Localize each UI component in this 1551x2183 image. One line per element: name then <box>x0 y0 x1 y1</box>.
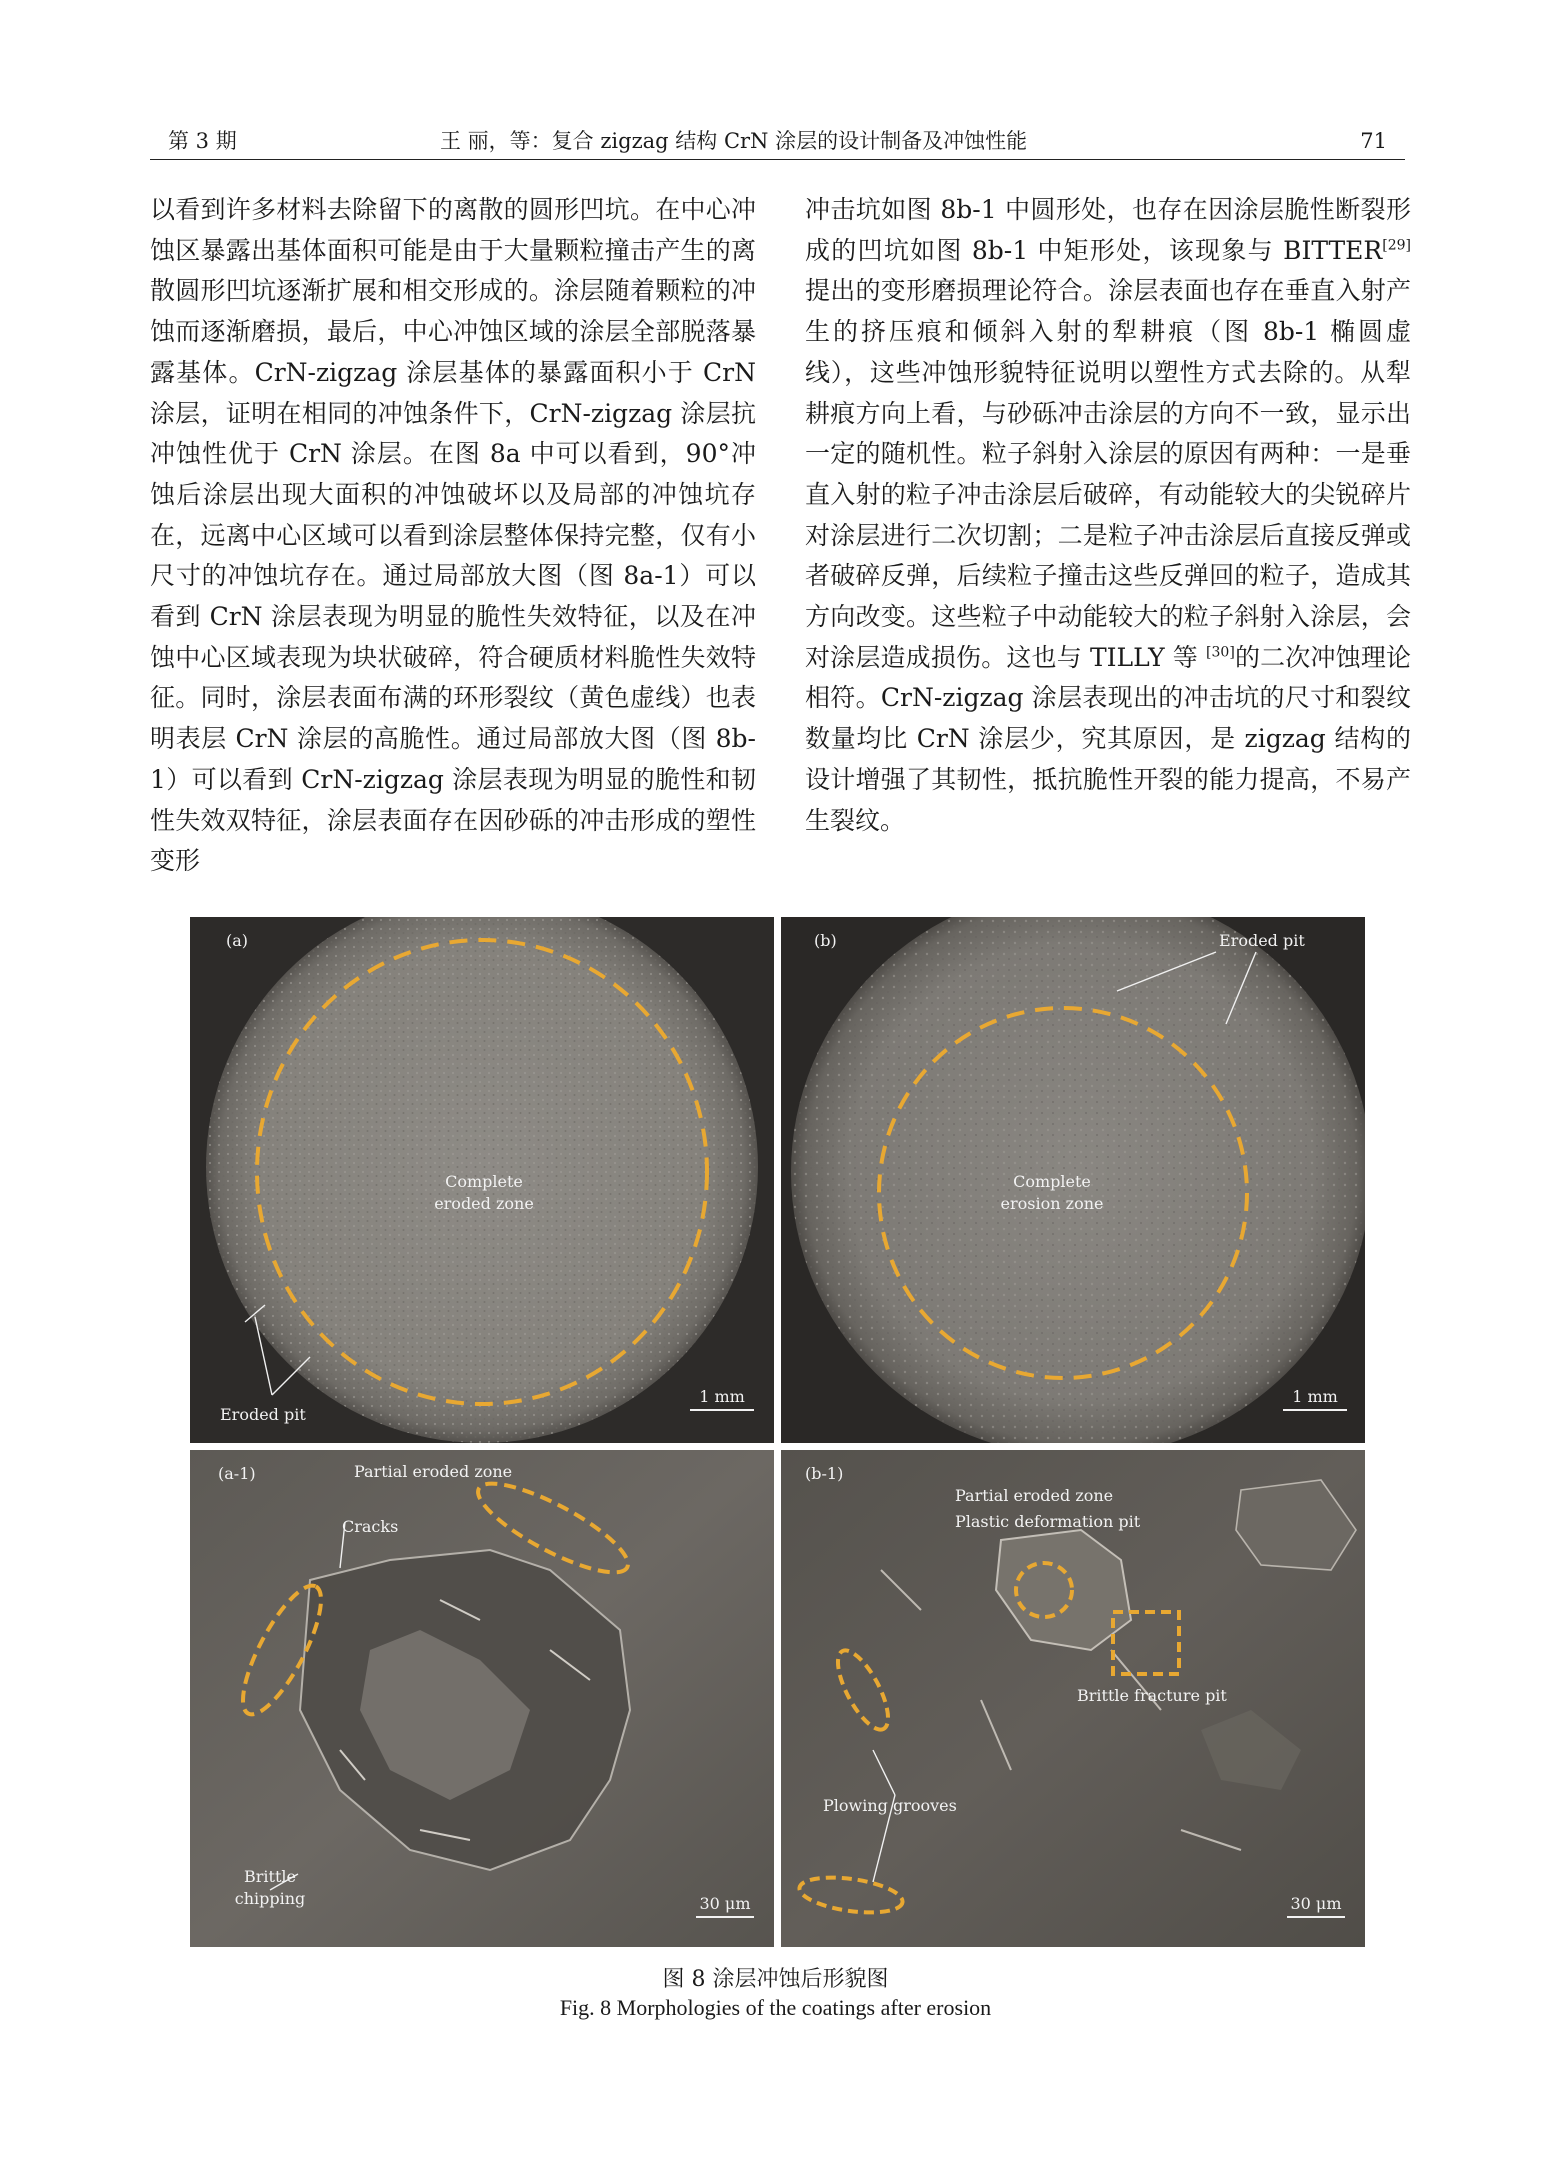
panel-tag-b1: (b-1) <box>805 1464 844 1483</box>
partial-eroded-zone-label-b1: Partial eroded zone <box>955 1486 1114 1505</box>
figure-panel-b1 <box>781 1450 1365 1947</box>
brittle-chipping-label: Brittle chipping <box>234 1867 306 1908</box>
figure-panel-b <box>781 917 1365 1443</box>
complete-erosion-zone-label: Complete erosion zone <box>1000 1172 1104 1213</box>
figure-panel-a1 <box>190 1450 774 1947</box>
brittle-fracture-pit-label: Brittle fracture pit <box>1077 1686 1227 1705</box>
cracks-label: Cracks <box>342 1517 399 1536</box>
citation-30: [30] <box>1206 644 1235 661</box>
running-header <box>150 126 1405 156</box>
right-text-2: 提出的变形磨损理论符合。涂层表面也存在垂直入射产生的挤压痕和倾斜入射的犁耕痕（图 8b-1 椭圆虚线），这些冲蚀形貌特征说明以塑性方式去除的。从犁耕痕方向上看，与砂砾冲击涂层的方向不一致，显示出一定的随机性。粒子斜射入涂层的原因有两种：一是垂直入射的粒子冲击涂层后破碎，有动能较大的尖锐碎片对涂层进行二次切割；二是粒子冲击涂层后直接反弹或者破碎反弹，后续粒子撞击这些反弹回的粒子，造成其方向改变。这些粒子中动能较大的粒子斜射入涂层，会对涂层造成损伤。这也与 TILLY 等 <box>805 276 1411 672</box>
scale-bar-a1: 30 μm <box>696 1894 754 1918</box>
panel-tag-a: (a) <box>226 931 249 950</box>
panel-tag-b: (b) <box>814 931 837 950</box>
plastic-deformation-pit-label: Plastic deformation pit <box>955 1512 1141 1531</box>
left-paragraph: 以看到许多材料去除留下的离散的圆形凹坑。在中心冲蚀区暴露出基体面积可能是由于大量颗粒撞击产生的离散圆形凹坑逐渐扩展和相交形成的。涂层随着颗粒的冲蚀而逐渐磨损，最后，中心冲蚀区域的涂层全部脱落暴露基体。CrN-zigzag 涂层基体的暴露面积小于 CrN 涂层，证明在相同的冲蚀条件下，CrN-zigzag 涂层抗冲蚀性优于 CrN 涂层。在图 8a 中可以看到，90°冲蚀后涂层出现大面积的冲蚀破坏以及局部的冲蚀坑存在，远离中心区域可以看到涂层整体保持完整，仅有小尺寸的冲蚀坑存在。通过局部放大图（图 8a-1）可以看到 CrN 涂层表现为明显的脆性失效特征，以及在冲蚀中心区域表现为块状破碎，符合硬质材料脆性失效特征。同时，涂层表面布满的环形裂纹（黄色虚线）也表明表层 CrN 涂层的高脆性。通过局部放大图（图 8b-1）可以看到 CrN-zigzag 涂层表现为明显的脆性和韧性失效双特征，涂层表面存在因砂砾的冲击形成的塑性变形 <box>150 195 756 876</box>
plowing-grooves-label: Plowing grooves <box>823 1796 957 1815</box>
eroded-pit-label-b: Eroded pit <box>1219 931 1305 950</box>
panel-tag-a1: (a-1) <box>218 1464 256 1483</box>
partial-eroded-zone-label-a1: Partial eroded zone <box>354 1462 513 1481</box>
page-number: 71 <box>1360 129 1387 153</box>
header-rule <box>150 159 1405 160</box>
right-text-3: 的二次冲蚀理论相符。CrN-zigzag 涂层表现出的冲击坑的尺寸和裂纹数量均比 CrN 涂层少，究其原因，是 zigzag 结构的设计增强了其韧性，抵抗脆性开裂的能力提高，不易产生裂纹。 <box>805 642 1411 835</box>
right-column <box>805 190 1411 841</box>
article-title-header: 王 丽，等：复合 zigzag 结构 CrN 涂层的设计制备及冲蚀性能 <box>440 129 1028 153</box>
right-text-1: 冲击坑如图 8b-1 中圆形处，也存在因涂层脆性断裂形成的凹坑如图 8b-1 中矩形处，该现象与 BITTER <box>805 195 1411 265</box>
figure-caption-english: Fig. 8 Morphologies of the coatings after erosion <box>559 1995 992 2020</box>
scale-bar-b1: 30 μm <box>1287 1894 1345 1918</box>
citation-29: [29] <box>1382 237 1411 254</box>
scale-bar-a: 1 mm <box>690 1387 754 1411</box>
scale-bar-b: 1 mm <box>1283 1387 1347 1411</box>
issue-number: 第 3 期 <box>168 129 237 153</box>
complete-eroded-zone-label: Complete eroded zone <box>434 1172 534 1213</box>
figure-panel-a <box>190 917 774 1443</box>
left-column <box>150 190 756 882</box>
figure-caption-chinese: 图 8 涂层冲蚀后形貌图 <box>662 1967 889 1992</box>
eroded-pit-label-a: Eroded pit <box>220 1405 306 1424</box>
right-paragraph <box>805 190 1411 841</box>
